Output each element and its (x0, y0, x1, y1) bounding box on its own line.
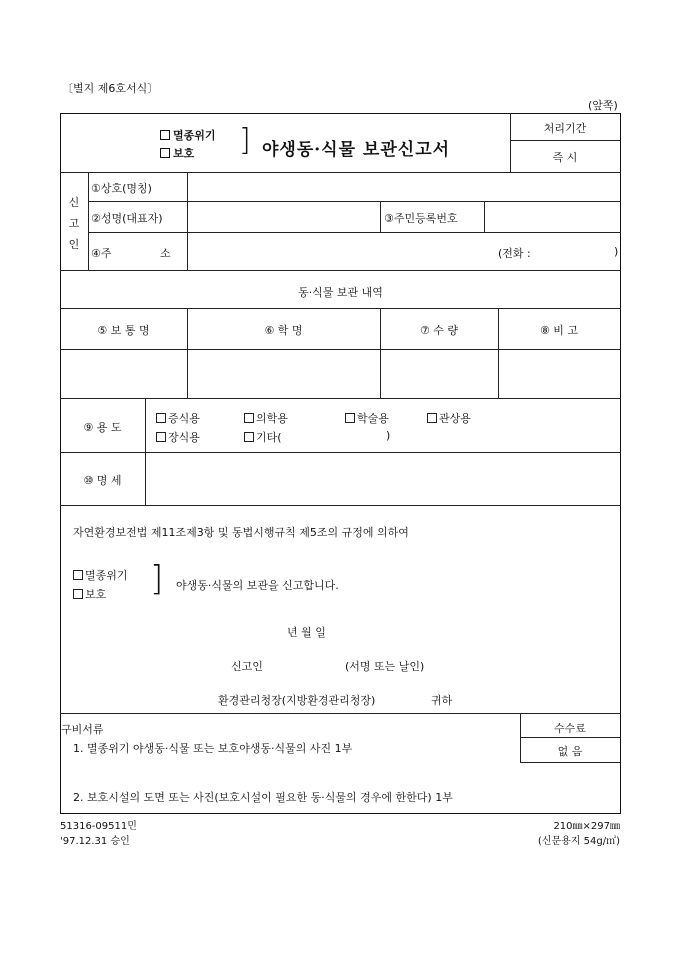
spec-label: ⑩ 명 세 (83, 474, 122, 487)
representative-name-input[interactable] (190, 205, 376, 227)
fee-label: 수수료 (554, 722, 586, 735)
address-label-b: 소 (160, 247, 171, 260)
scientific-name-cell[interactable] (190, 352, 377, 395)
row-line (60, 172, 621, 173)
date-line: 년 월 일 (287, 626, 326, 639)
resident-number-input[interactable] (488, 205, 616, 227)
approval-date: '97.12.31 승인 (60, 836, 130, 847)
row-line (60, 452, 621, 453)
spec-input[interactable] (149, 456, 617, 501)
usage-option-decorative[interactable]: 장식용 (156, 429, 200, 445)
row-line (60, 308, 621, 309)
form-title: 야생동·식물 보관신고서 (262, 140, 451, 160)
title-option-protected: 보호 (160, 145, 194, 161)
decl-option-protected[interactable]: 보호 (73, 586, 106, 602)
row-line (60, 505, 621, 506)
col-common-name: ⑤ 보 통 명 (97, 324, 150, 337)
decl-option-endangered[interactable]: 멸종위기 (73, 567, 128, 583)
usage-option-breeding[interactable]: 증식용 (156, 410, 200, 426)
sign-note: (서명 또는 날인) (345, 660, 425, 673)
phone-label: (전화 : (498, 247, 531, 260)
usage-option-academic[interactable]: 학술용 (345, 410, 389, 426)
usage-option-medical[interactable]: 의학용 (244, 410, 288, 426)
phone-close: ) (614, 245, 619, 258)
business-name-label: ①상호(명칭) (91, 182, 152, 195)
recipient: 환경관리청장(지방환경관리청장) (218, 694, 376, 707)
document-item-1: 1. 멸종위기 야생동·식물 또는 보호야생동·식물의 사진 1부 (73, 742, 353, 755)
row-line (88, 201, 621, 202)
applicant-label: 신 고 인 (68, 196, 80, 251)
address-label-a: ④주 (91, 247, 112, 260)
field-divider (484, 201, 485, 232)
form-code: 51316-09511민 (60, 821, 137, 832)
usage-option-ornamental[interactable]: 관상용 (427, 410, 471, 426)
fee-value: 없 음 (557, 745, 583, 758)
address-input[interactable] (190, 237, 490, 265)
period-line (510, 140, 620, 141)
paper-type: (신문용지 54g/㎡) (537, 836, 620, 847)
applicant-field-divider (187, 172, 188, 270)
declaration-statement: 야생동·식물의 보관을 신고합니다. (176, 579, 339, 592)
row-line (60, 713, 621, 714)
checkbox[interactable] (427, 413, 437, 423)
checkbox[interactable] (156, 432, 166, 442)
common-name-cell[interactable] (63, 352, 184, 395)
frame-bottom (60, 813, 621, 814)
resident-number-label: ③주민등록번호 (384, 212, 458, 225)
business-name-input[interactable] (190, 176, 618, 198)
title-checkbox-protected[interactable] (160, 148, 170, 158)
checkbox[interactable] (73, 570, 83, 580)
quantity-cell[interactable] (383, 352, 495, 395)
form-number: 〔별지 제6호서식〕 (62, 82, 159, 95)
title-checkbox-endangered[interactable] (160, 130, 170, 140)
representative-name-label: ②성명(대표자) (91, 212, 163, 225)
decl-bracket: ] (150, 559, 164, 599)
field-divider (380, 201, 381, 232)
signer-label: 신고인 (231, 660, 263, 673)
col-remarks: ⑧ 비 고 (539, 324, 579, 337)
checkbox[interactable] (244, 413, 254, 423)
checkbox[interactable] (244, 432, 254, 442)
usage-other-close: ) (386, 429, 391, 442)
applicant-divider (88, 172, 89, 270)
processing-period-label: 처리기간 (543, 122, 587, 135)
fee-line (520, 737, 620, 738)
documents-label: 구비서류 (61, 723, 104, 736)
title-option-endangered: 멸종위기 (160, 127, 216, 143)
col-quantity: ⑦ 수 량 (419, 324, 459, 337)
row-line (88, 232, 621, 233)
col-scientific-name: ⑥ 학 명 (264, 324, 303, 337)
page-side-label: (앞쪽) (588, 99, 618, 112)
details-heading: 동·식물 보관 내역 (298, 286, 383, 299)
row-line (60, 270, 621, 271)
remarks-cell[interactable] (501, 352, 617, 395)
processing-period-value: 즉 시 (552, 151, 578, 164)
row-line (60, 349, 621, 350)
fee-line (520, 762, 620, 763)
frame-right (620, 113, 621, 814)
title-bracket: ] (239, 123, 251, 158)
honorific: 귀하 (431, 694, 453, 707)
legal-basis: 자연환경보전법 제11조제3항 및 동법시행규칙 제5조의 규정에 의하여 (73, 526, 409, 539)
checkbox[interactable] (156, 413, 166, 423)
document-item-2: 2. 보호시설의 도면 또는 사진(보호시설이 필요한 동·식물의 경우에 한한다) 1부 (73, 791, 453, 804)
paper-size: 210㎜×297㎜ (553, 821, 620, 832)
checkbox[interactable] (73, 589, 83, 599)
usage-label: ⑨ 용 도 (83, 421, 122, 434)
usage-option-other[interactable]: 기타( (244, 429, 282, 445)
frame-top (60, 113, 621, 114)
checkbox[interactable] (345, 413, 355, 423)
